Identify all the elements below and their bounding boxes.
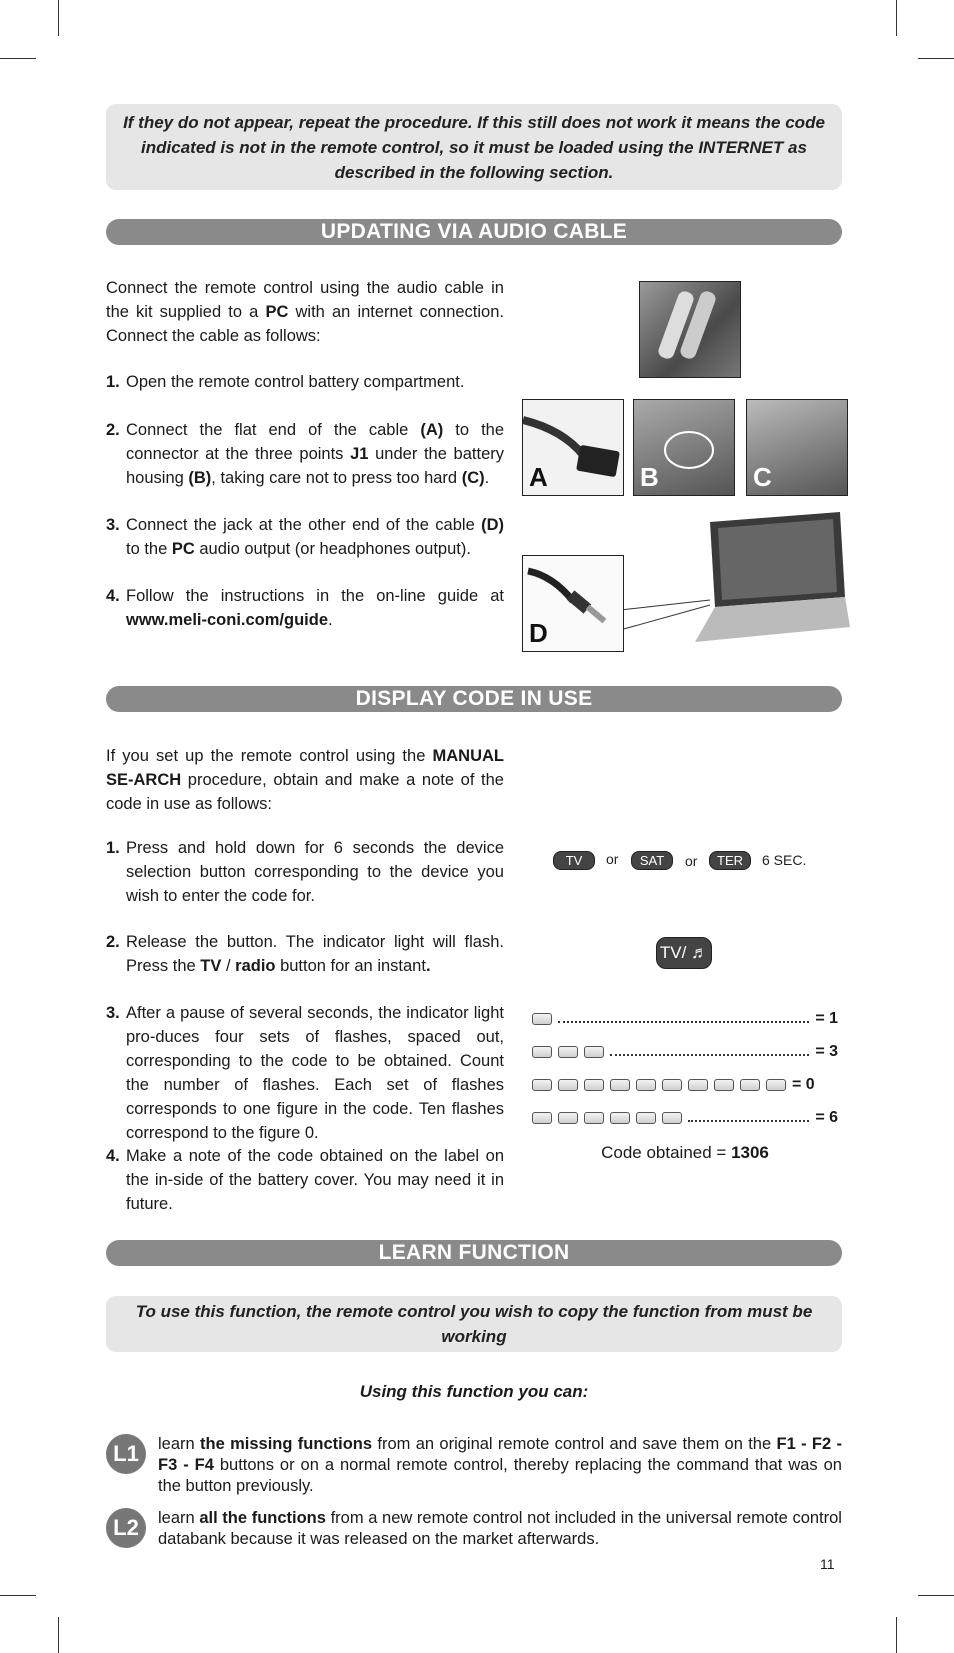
display-step-4: 4. Make a note of the code obtained on the label on the in-side of the battery cover. You may need it in future. — [106, 1147, 504, 1213]
flash-icon — [662, 1112, 682, 1124]
photo-label-a: A — [529, 462, 548, 492]
l2-badge-icon: L2 — [106, 1508, 146, 1548]
display-step-3: 3. After a pause of several seconds, the indicator light pro-duces four sets of flashes, spaced out, corresponding to the code to be obtained. Count the number of flashes. Each set of flashes corresponds to one figure in the code. Ten flashes correspond to the figure 0. — [106, 1004, 504, 1142]
flash-result: = 6 — [815, 1109, 838, 1126]
flash-icon — [740, 1079, 760, 1091]
ter-button: TER — [709, 851, 751, 870]
flash-icon — [636, 1079, 656, 1091]
audio-step-4: 4. Follow the instructions in the on-line guide at www.meli-coni.com/guide. — [106, 587, 504, 629]
flash-icon — [532, 1079, 552, 1091]
page-number: 11 — [820, 1556, 835, 1572]
flash-icon — [584, 1112, 604, 1124]
flash-icon — [766, 1079, 786, 1091]
flash-icon — [558, 1079, 578, 1091]
crop-mark — [0, 1595, 36, 1596]
tv-button: TV — [553, 851, 595, 870]
flash-icon — [532, 1112, 552, 1124]
flash-icon — [662, 1079, 682, 1091]
sat-button: SAT — [631, 851, 673, 870]
photo-label-c: C — [753, 462, 772, 492]
section-title-audio: UPDATING VIA AUDIO CABLE — [106, 219, 842, 245]
learn-note-text: To use this function, the remote control you wish to copy the function from must be working — [135, 1302, 813, 1346]
or-text-1: or — [606, 851, 619, 867]
flash-icon — [558, 1112, 578, 1124]
learn-item-l2: learn all the functions from a new remote control not included in the universal remote control databank because it was released on the market afterwards. — [158, 1509, 842, 1548]
flash-icon — [636, 1112, 656, 1124]
dotted-leader — [610, 1044, 809, 1056]
learn-item-l1: learn the missing functions from an original remote control and save them on the F1 - F2 - F3 - F4 buttons or on a normal remote control, thereby replacing the command that was on the button previously. — [158, 1435, 842, 1495]
section-title-learn: LEARN FUNCTION — [106, 1240, 842, 1266]
code-obtained: Code obtained = 1306 — [601, 1143, 769, 1162]
flash-icon — [714, 1079, 734, 1091]
learn-note-box — [106, 1296, 842, 1352]
flash-row — [532, 1043, 838, 1061]
audio-step-2: 2. Connect the flat end of the cable (A) to the connector at the three points J1 under the battery housing (B), taking care not to press too hard (C). — [106, 421, 505, 487]
crop-mark — [58, 1617, 59, 1653]
flash-icon — [558, 1046, 578, 1058]
flash-row — [532, 1010, 838, 1028]
dotted-leader — [558, 1011, 809, 1023]
flash-icon — [610, 1079, 630, 1091]
crop-mark — [58, 0, 59, 36]
tv-radio-button: TV/ ♬ — [656, 937, 712, 969]
photo-label-b: B — [640, 462, 659, 492]
flash-result: = 1 — [815, 1010, 838, 1027]
flash-icon — [584, 1046, 604, 1058]
flash-icon — [532, 1046, 552, 1058]
photo-jack — [522, 555, 624, 652]
crop-mark — [896, 1617, 897, 1653]
section-title-display: DISPLAY CODE IN USE — [106, 686, 842, 712]
crop-mark — [918, 58, 954, 59]
flash-result: = 3 — [815, 1043, 838, 1060]
flash-icon — [688, 1079, 708, 1091]
photo-battery-housing — [633, 399, 735, 496]
flash-row — [532, 1076, 838, 1094]
flash-icon — [610, 1112, 630, 1124]
audio-intro: Connect the remote control using the audio cable in the kit supplied to a PC with an internet connection. Connect the cable as follows: — [106, 279, 504, 345]
display-step-2: 2. Release the button. The indicator light will flash. Press the TV / radio button for an instant. — [106, 933, 504, 975]
l1-badge-icon: L1 — [106, 1434, 146, 1474]
battery-icon — [640, 282, 740, 377]
display-intro: If you set up the remote control using the MANUAL SE-ARCH procedure, obtain and make a note of the code in use as follows: — [106, 747, 504, 813]
cable-lines — [620, 590, 720, 640]
photo-connected — [746, 399, 848, 496]
flash-row — [532, 1109, 838, 1127]
photo-label-d: D — [529, 618, 548, 648]
top-note-text: If they do not appear, repeat the procedure. If this still does not work it means the code indicated is not in the remote control, so it must be loaded using the INTERNET as described in the following section. — [123, 112, 825, 182]
photo-cable-flat-end — [522, 399, 624, 496]
flash-icon — [584, 1079, 604, 1091]
crop-mark — [896, 0, 897, 36]
dotted-leader — [688, 1110, 809, 1122]
flash-result: = 0 — [792, 1076, 815, 1093]
battery-compartment-photo — [639, 281, 741, 378]
top-note-box — [106, 104, 842, 190]
learn-subtitle: Using this function you can: — [359, 1382, 589, 1401]
audio-step-1: 1. Open the remote control battery compartment. — [106, 373, 465, 391]
crop-mark — [918, 1595, 954, 1596]
or-text-2: or — [685, 853, 698, 869]
audio-step-3: 3. Connect the jack at the other end of the cable (D) to the PC audio output (or headphones output). — [106, 516, 504, 558]
crop-mark — [0, 58, 36, 59]
display-step-1: 1. Press and hold down for 6 seconds the device selection button corresponding to the device you wish to enter the code for. — [106, 839, 504, 905]
flash-icon — [532, 1013, 552, 1025]
hold-duration: 6 SEC. — [762, 852, 807, 868]
